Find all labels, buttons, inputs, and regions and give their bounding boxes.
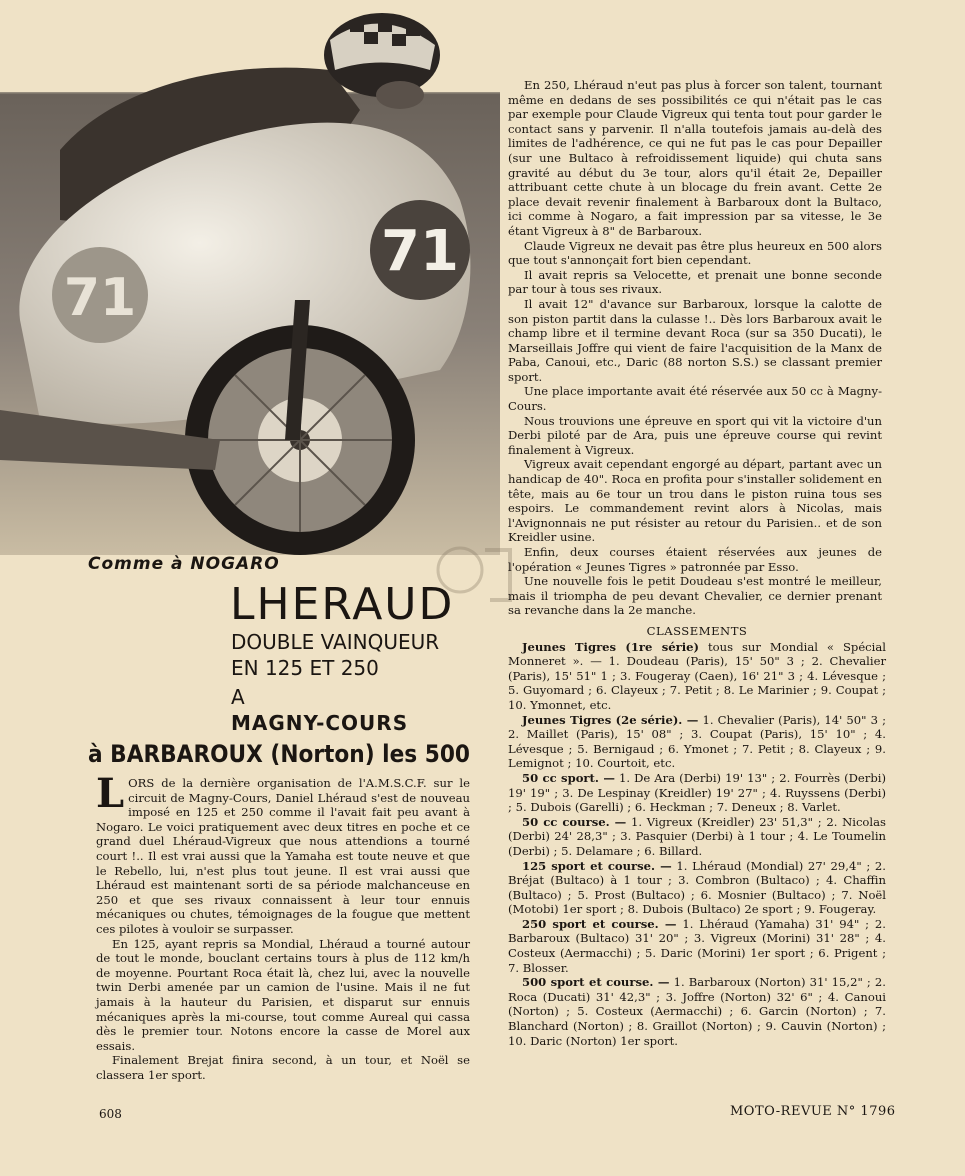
paragraph: Nous trouvions une épreuve en sport qui vit la victoire d'un Derbi piloté par de Ara, puis une épreuve course qui revint finalement à Vigreux. [508, 413, 882, 457]
result-category: 500 sport et course. — [522, 975, 670, 990]
result-entry [508, 815, 886, 859]
result-text: 1. Lhéraud (Mondial) 27' 29,4" ; 2. Bréjat (Bultaco) à 1 tour ; 3. Combron (Bultaco) ; 4. Chaffin (Bultaco) ; 5. Prost (Bultaco) ; 6. Mosnier (Bultaco) ; 7. Noël (Motobi) 1er sport ; 8. Dubois (Bultaco) 2e sport ; 9. Fougeray. [508, 858, 886, 917]
result-category: 125 sport et course. — [522, 858, 672, 873]
paragraph: Vigreux avait cependant engorgé au départ, partant avec un handicap de 40". Roca en profita pour s'installer solidement en tête, mais au 6e tour un trou dans le piston ruina tous ses espoirs. Le commandement revint alors à Nicolas, mais l'Avignonnais ne put résister au retour du Parisien.. et de son Kreidler usine. [508, 457, 882, 545]
title-line-2: EN 125 ET 250 [231, 656, 379, 680]
paragraph [96, 770, 470, 937]
side-number: 71 [63, 268, 137, 328]
results-heading: CLASSEMENTS [646, 624, 748, 638]
result-entry [508, 640, 886, 713]
result-category: 50 cc course. — [522, 814, 627, 829]
paragraph: Il avait repris sa Velocette, et prenait une bonne seconde par tour à tous ses rivaux. [508, 267, 882, 297]
result-category: 50 cc sport. — [522, 770, 615, 785]
paragraph: Il avait 12" d'avance sur Barbaroux, lorsque la calotte de son piston partit dans la culasse !.. Dès lors Barbaroux avait le champ libre et il termine devant Roca (sur sa 350 Ducati), le Marseillais Joffre qui vient de faire l'acquisition de la Manx de Paba, Canoui, etc., Daric (88 norton S.S.) se classant premier sport. [508, 296, 882, 384]
result-entry [508, 771, 886, 815]
kicker-heading: Comme à NOGARO [88, 554, 280, 574]
result-text: 1. De Ara (Derbi) 19' 13" ; 2. Fourrès (Derbi) 19' 19" ; 3. De Lespinay (Kreidler) 19' 27" ; 4. Ruyssens (Derbi) ; 5. Dubois (Garelli) ; 6. Heckman ; 7. Deneux ; 8. Varlet. [508, 770, 886, 815]
drop-cap: L [96, 770, 125, 817]
result-text: 1. Barbaroux (Norton) 31' 15,2" ; 2. Roca (Ducati) 31' 42,3" ; 3. Joffre (Norton) 32' 6" ; 4. Canoui (Norton) ; 5. Costeux (Aermacchi) ; 6. Garcin (Norton) ; 7. Blanchard (Norton) ; 8. Graillot (Norton) ; 9. Cauvin (Norton) ; 10. Daric (Norton) 1er sport. [508, 975, 886, 1048]
result-entry [508, 975, 886, 1048]
result-category: 250 sport et course. — [522, 916, 677, 931]
title-venue: MAGNY-COURS [231, 711, 409, 735]
magazine-issue: MOTO-REVUE N° 1796 [730, 1104, 896, 1119]
result-text: 1. Vigreux (Kreidler) 23' 51,3" ; 2. Nicolas (Derbi) 24' 28,3" ; 3. Pasquier (Derbi) à 1 tour ; 4. Le Toumelin (Derbi) ; 5. Delamare ; 6. Billard. [508, 814, 886, 858]
results-section [508, 624, 886, 1048]
motorcycle-racer-illustration [0, 0, 500, 555]
result-entry [508, 917, 886, 975]
result-text: 1. Chevalier (Paris), 14' 50" 3 ; 2. Maillet (Paris), 15' 08" ; 3. Coupat (Paris), 15' 10" ; 4. Lévesque ; 5. Bernigaud ; 6. Ymonet ; 7. Petit ; 8. Clayeux ; 9. Lemignot ; 10. Courtoit, etc. [508, 712, 886, 771]
paragraph: Une place importante avait été réservée aux 50 cc à Magny-Cours. [508, 384, 882, 414]
result-entry [508, 859, 886, 917]
article-title: LHERAUD [230, 579, 455, 630]
result-category: Jeunes Tigres (1re série) [522, 639, 700, 654]
article-body-left [96, 770, 470, 1082]
result-entry [508, 713, 886, 771]
paragraph: En 250, Lhéraud n'eut pas plus à forcer son talent, tournant même en dedans de ses possibilités ce qui n'était pas le cas par exemple pour Claude Vigreux qui tenta tout pour garder le contact sans y parvenir. Il n'alla toutefois jamais au-delà des limites de l'adhérence, ce qui ne fut pas le cas pour Depailler (sur une Bultaco à refroidissement liquide) qui chuta sans gravité au début du 3e tour, alors qu'il était 2e, Depailler attribuant cette chute à un blocage du frein avant. Cette 2e place devait revenir finalement à Barbaroux dont la Bultaco, ici comme à Nogaro, a fait impression par sa vitesse, le 3e étant Vigreux à 8" de Barbaroux. [508, 78, 882, 238]
title-subheading: à BARBAROUX (Norton) les 500 [88, 740, 470, 768]
title-line-1: DOUBLE VAINQUEUR [231, 630, 440, 654]
paragraph: En 125, ayant repris sa Mondial, Lhéraud a tourné autour de tout le monde, bouclant certains tours à plus de 112 km/h de moyenne. Pourtant Roca était là, chez lui, avec la nouvelle twin Derbi amenée par un camion de l'usine. Mais il ne fut jamais à la hauteur du Parisien, et disparut sur ennuis mécaniques après la mi-course, tout comme Aureal qui cassa dès le premier tour. Notons encore la casse de Morel aux essais. [96, 936, 470, 1053]
result-text: 1. Lhéraud (Yamaha) 31' 94" ; 2. Barbaroux (Bultaco) 31' 20" ; 3. Vigreux (Morini) 31' 28" ; 4. Costeux (Aermacchi) ; 5. Daric (Morini) 1er sport ; 6. Prigent ; 7. Blosser. [508, 916, 886, 975]
paragraph: Une nouvelle fois le petit Doudeau s'est montré le meilleur, mais il triompha de peu devant Chevalier, ce dernier prenant sa revanche dans la 2e manche. [508, 574, 882, 618]
fairing-number: 71 [381, 219, 459, 284]
paragraph: Finalement Brejat finira second, à un tour, et Noël se classera 1er sport. [96, 1053, 470, 1082]
page-number: 608 [99, 1107, 122, 1121]
race-photo [0, 0, 500, 555]
title-line-3: A [231, 685, 245, 709]
paragraph: Enfin, deux courses étaient réservées aux jeunes de l'opération « Jeunes Tigres » patronnée par Esso. [508, 545, 882, 574]
article-body-right [508, 78, 882, 618]
paragraph: Claude Vigreux ne devait pas être plus heureux en 500 alors que tout s'annonçait fort bien cependant. [508, 238, 882, 268]
result-category: Jeunes Tigres (2e série). — [522, 712, 699, 727]
result-text: tous sur Mondial « Spécial Monneret ». — 1. Doudeau (Paris), 15' 50" 3 ; 2. Chevalier (Paris), 15' 51" 1 ; 3. Fougeray (Caen), 16' 21" 3 ; 4. Lévesque ; 5. Guyomard ; 6. Clayeux ; 7. Petit ; 8. Le Marinier ; 9. Coupat ; 10. Ymonnet, etc. [508, 639, 887, 712]
paragraph-text: ORS de la dernière organisation de l'A.M.S.C.F. sur le circuit de Magny-Cours, Daniel Lhéraud s'est de nouveau imposé en 125 et 250 comme il l'avait fait peu avant à Nogaro. Le voici pratiquement avec deux titres en poche et ce grand duel Lhéraud-Vigreux que nous attendions a tourné court !.. Il est vrai aussi que la Yamaha est toute neuve et que le Rebello, lui, n'est plus tout jeune. Il est vrai aussi que Lhéraud est maintenant sorti de sa période malchanceuse en 250 et que ses rivaux connaissent à leur tour ennuis mécaniques ou chutes, témoignages de la fougue que mettent ces pilotes à vouloir se surpasser. [96, 776, 470, 936]
